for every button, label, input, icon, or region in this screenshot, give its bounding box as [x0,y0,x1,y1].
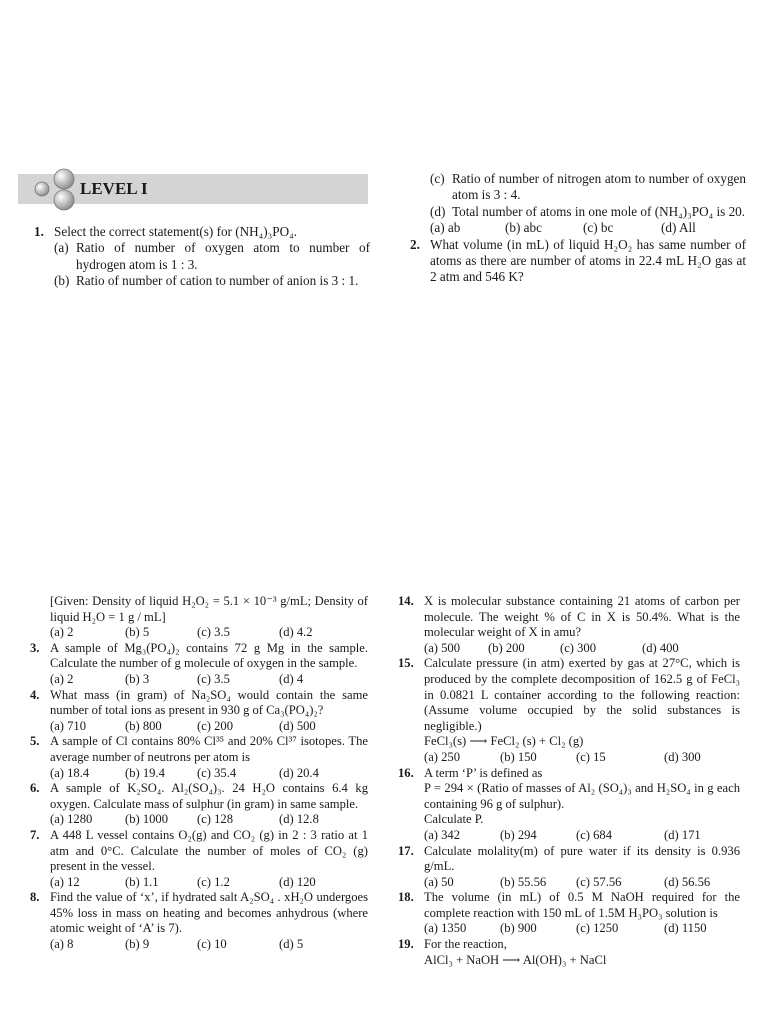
option: (c) 200 [197,718,234,733]
option: (c) 3.5 [197,625,230,640]
question-3 [30,641,368,672]
option: (c) 10 [197,937,227,952]
question-number: 1. [34,224,44,239]
q7-options [30,875,368,891]
option: (c) 300 [560,640,597,655]
q3-options [30,672,368,688]
option: (a) 50 [424,874,454,889]
option: (b) 19.4 [125,765,165,780]
question-number: 14. [398,594,414,608]
question-number: 15. [398,656,414,671]
option-letter: (a) [54,240,69,256]
option: (d) 300 [664,749,701,764]
question-stem: A sample of K₂SO₄. Al₂(SO₄)₃. 24 H₂O contains 6.4 kg oxygen. Calculate mass of sulphur (in gram) in same sample. [50,781,368,811]
question-stem: A 448 L vessel contains O₂(g) and CO₂ (g) in 2 : 3 ratio at 1 atm and 0°C. Calculate the number of moles of CO₂ (g) present in the vessel. [50,827,368,874]
question-15 [398,656,740,734]
choice: (d) All [661,220,696,236]
option: (d) 20.4 [279,765,319,780]
question-7 [30,828,368,875]
reaction-equation: FeCl₃(s) ⟶ FeCl₂ (s) + Cl₂ (g) [424,734,584,749]
question-number: 7. [30,827,40,842]
option-d [430,204,746,220]
q6-options [30,812,368,828]
option: (d) 5 [279,937,304,952]
question-number: 5. [30,734,40,749]
choice: (c) bc [583,220,614,236]
option: (b) 294 [500,827,537,842]
option-letter: (b) [54,273,70,289]
option-a [54,240,370,273]
question-17 [398,844,740,875]
question-5 [30,734,368,765]
option: (b) 9 [125,937,150,952]
question-number: 4. [30,687,40,702]
question-stem: Calculate molality(m) of pure water if its density is 0.936 g/mL. [424,843,740,874]
question-stem: A term ‘P’ is defined as [424,765,543,780]
option-letter: (c) [430,171,445,186]
q14-options [398,641,740,657]
question-stem: For the reaction, [424,937,507,952]
option-b [54,273,370,289]
level-circles-icon [32,168,80,212]
question-stem: A sample of Mg₃(PO₄)₂ contains 72 g Mg in the sample. Calculate the number of g molecule of oxygen in the sample. [50,640,368,671]
question-8 [30,890,368,937]
option: (c) 3.5 [197,671,230,686]
option-c [430,171,746,204]
option: (b) 55.56 [500,874,547,889]
question-1 [34,224,370,240]
option: (b) 5 [125,625,150,640]
option: (b) 900 [500,921,537,936]
option: (a) 1280 [50,812,93,827]
bottom-left-column [30,594,368,953]
q17-options [398,875,740,891]
question-number: 17. [398,843,414,858]
calculate-instruction: Calculate P. [424,812,484,827]
option: (d) 500 [279,718,316,733]
question-number: 19. [398,937,414,952]
question-4 [30,688,368,719]
question-19 [398,937,740,953]
question-number: 3. [30,640,40,655]
question-stem: Find the value of ‘x’, if hydrated salt A₂SO₄ . xH₂O undergoes 45% loss in mass on heating and becomes anhydrous (where atomic weight of ‘A’ is 7). [50,890,368,936]
option: (d) 400 [642,640,679,655]
option: (a) 500 [424,640,461,655]
q1-choices [410,220,746,236]
q18-options [398,921,740,937]
option: (c) 684 [576,827,613,842]
option: (b) 200 [488,640,525,655]
option: (d) 56.56 [664,874,711,889]
choice: (b) abc [505,220,542,236]
option: (b) 1000 [125,812,169,827]
option: (c) 128 [197,812,234,827]
option: (a) 250 [424,749,461,764]
question-18 [398,890,740,921]
option: (a) 710 [50,718,87,733]
option: (a) 2 [50,671,74,686]
option: (c) 15 [576,749,606,764]
option: (a) 1350 [424,921,467,936]
question-number: 16. [398,765,414,780]
question-number: 18. [398,890,414,905]
option: (b) 1.1 [125,874,159,889]
bottom-right-column [398,594,740,968]
option: (d) 171 [664,827,701,842]
option: (a) 12 [50,874,80,889]
question-14 [398,594,740,641]
q15-options [398,750,740,766]
option: (b) 3 [125,671,150,686]
choice: (a) ab [430,220,461,236]
q5-options [30,766,368,782]
question-stem: What volume (in mL) of liquid H₂O₂ has same number of atoms as there are number of atoms in 22.4 mL H₂O gas at 2 atm and 546 K? [430,236,746,285]
option-text: Total number of atoms in one mole of (NH₄)₃PO₄ is 20. [452,203,746,219]
q16-options [398,828,740,844]
question-stem: A sample of Cl contains 80% Cl³⁵ and 20% Cl³⁷ isotopes. The average number of neutrons per atom is [50,734,368,764]
option-letter: (d) [430,203,446,219]
option: (d) 1150 [664,921,707,936]
formula-definition: P = 294 × (Ratio of masses of Al₂ (SO₄)₃ and H₂SO₄ in g each containing 96 g of sulphur). [424,781,740,811]
option-text: Ratio of number of cation to number of anion is 3 : 1. [76,273,359,289]
option: (c) 35.4 [197,765,237,780]
given-note: [Given: Density of liquid H₂O₂ = 5.1 × 10⁻³ g/mL; Density of liquid H₂O = 1 g / mL] [50,594,368,624]
option: (a) 8 [50,937,74,952]
q2-options [30,625,368,641]
option: (a) 2 [50,625,74,640]
option: (c) 1250 [576,921,619,936]
question-number: 2. [410,236,420,252]
question-stem: Calculate pressure (in atm) exerted by gas at 27°C, which is produced by the complete decomposition of 162.5 g of FeCl₃ in 0.0821 L container according to the following reaction: (Assume volume occupied by the solid substances is negligible.) [424,656,740,733]
level-title: LEVEL I [80,179,148,198]
question-stem: Select the correct statement(s) for (NH₄)₃PO₄. [54,224,298,239]
option: (b) 150 [500,749,537,764]
option-text: Ratio of number of oxygen atom to number of hydrogen atom is 1 : 3. [76,240,370,272]
option: (b) 800 [125,718,162,733]
option: (a) 342 [424,827,461,842]
question-6 [30,781,368,812]
question-number: 8. [30,890,40,905]
question-stem: The volume (in mL) of 0.5 M NaOH required for the complete reaction with 150 mL of 1.5M H₃PO₃ solution is [424,890,740,920]
option: (c) 1.2 [197,874,230,889]
option: (d) 4.2 [279,625,313,640]
reaction-equation: AlCl₃ + NaOH ⟶ Al(OH)₃ + NaCl [424,952,607,967]
question-stem: X is molecular substance containing 21 atoms of carbon per molecule. The weight % of C in X is 50.4%. What is the molecular weight of X in amu? [424,594,740,640]
option: (d) 12.8 [279,812,319,827]
top-left-column [34,224,370,290]
q4-options [30,719,368,735]
q8-options [30,937,368,953]
option-text: Ratio of number of nitrogen atom to number of oxygen atom is 3 : 4. [452,171,746,203]
question-stem: What mass (in gram) of Na₂SO₄ would contain the same number of total ions as present in 930 g of Ca₃(PO₄)₂? [50,687,368,718]
question-number: 6. [30,781,40,796]
option: (d) 4 [279,671,304,686]
option: (a) 18.4 [50,765,90,780]
question-16 [398,766,740,782]
option: (c) 57.56 [576,874,622,889]
top-right-column [410,171,746,286]
question-2 [410,237,746,286]
option: (d) 120 [279,874,316,889]
